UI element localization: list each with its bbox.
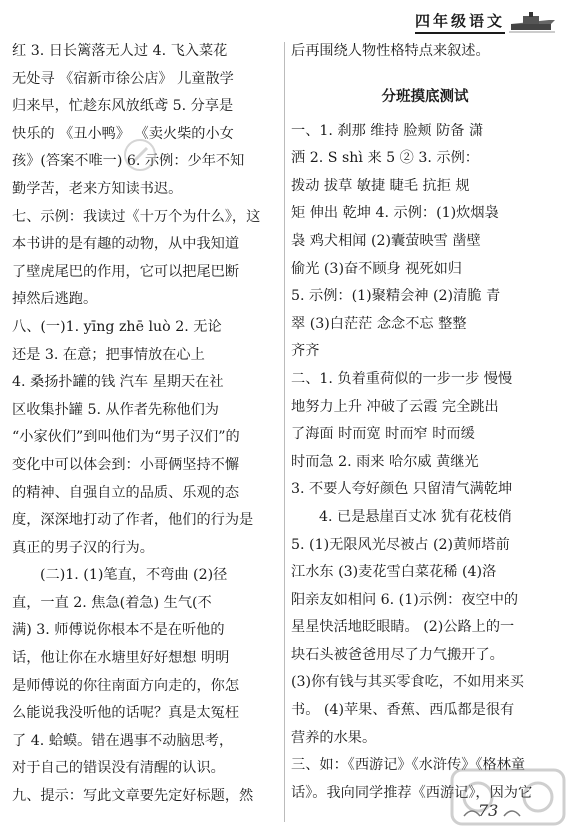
answer-line: 三、如：《西游记》《水浒传》《格林童 [291,757,526,774]
right-column [291,38,559,807]
answer-line: 后再围绕人物性格特点来叙述。 [291,43,490,59]
column-divider [284,42,285,822]
answer-line: 了壁虎尾巴的作用，它可以把尾巴断 [12,263,240,280]
answer-line: 二、1. 负着重荷似的一步一步 慢慢 [291,370,513,387]
pencil-watermark-icon [123,138,157,172]
boat-icon [509,11,555,33]
answer-line: 齐齐 [291,343,320,360]
answer-line: 偷光 (3)奋不顾身 视死如归 [291,260,462,277]
answer-line: 了海面 时而宽 时而窄 时而缓 [291,426,475,443]
answer-line: 一、1. 刹那 维持 脸颊 防备 潇 [291,122,484,139]
answer-line: 块石头被爸爸用尽了力气搬开了。 [291,646,504,663]
answer-line: 八、(一)1. yīng zhē luò 2. 无论 [12,318,222,335]
answer-line: 洒 2. S shì 来 5 ② 3. 示例： [291,150,479,167]
answer-line: 5. 示例：(1)聚精会神 (2)清脆 青 [291,288,501,305]
answer-line: 时而急 2. 雨来 哈尔威 黄继光 [291,453,479,470]
answer-line: 阳亲友如相问 6. (1)示例：夜空中的 [291,591,519,608]
answer-line: 区收集扑罐 5. 从作者先称他们为 [12,401,219,418]
answer-line: 本书讲的是有趣的动物，从中我知道 [12,236,240,253]
answer-line: 营养的水果。 [291,729,377,746]
answer-line: 翠 (3)白茫茫 念念不忘 整整 [291,315,467,332]
answer-line: 星星快活地眨眼睛。 (2)公路上的一 [291,619,515,636]
answer-line: 的精神、自强自立的品质、乐观的态 [12,484,240,501]
answer-line: 度，深深地打动了作者，他们的行为是 [12,512,254,529]
page-number: 73 [478,801,499,820]
answer-line: 4. 已是悬崖百丈冰 犹有花枝俏 [319,508,512,525]
book-title: 四年级语文 [415,10,505,34]
answer-line: 真正的男子汉的行为。 [12,539,154,556]
answer-line: 是师傅说的你往南面方向走的，你怎 [12,677,240,694]
answer-line: 勤学苦，老来方知读书迟。 [12,180,183,197]
answer-line: 满) 3. 师傅说你根本不是在听他的 [12,622,225,639]
answer-line: 5. (1)无限风光尽被占 (2)黄师塔前 [291,536,510,553]
answer-line: 江水东 (3)麦花雪白菜花稀 (4)洛 [291,564,497,581]
page-header [415,10,555,34]
answer-line: 拨动 拔草 敏捷 睫毛 抗拒 规 [291,177,470,194]
answer-line: 了 4. 蛤蟆。错在遇事不动脑思考， [12,732,234,749]
answer-line: 九、提示：写此文章要先定好标题，然 [12,788,254,805]
answer-line: 话》。我向同学推荐《西游记》，因为它 [291,784,533,801]
answer-line: 地努力上升 冲破了云霞 完全跳出 [291,398,499,415]
answer-line: 袅 鸡犬相闻 (2)囊萤映雪 凿壁 [291,232,481,249]
answer-line: 还是 3. 在意；把事情放在心上 [12,346,205,363]
answer-line: 快乐的 《丑小鸭》 《卖火柴的小女 [12,125,234,142]
answer-line: 书。 (4)苹果、香蕉、西瓜都是很有 [291,702,515,719]
answer-line: 归来早，忙趁东风放纸鸢 5. 分享是 [12,98,234,115]
answer-line: 七、示例：我读过《十万个为什么》，这 [12,208,261,225]
answer-line: 4. 桑扬扑罐的钱 汽车 星期天在社 [12,374,224,391]
section-title: 分班摸底测试 [381,88,469,105]
answer-line: “小家伙们”到叫他们为“男子汉们”的 [12,429,240,446]
answer-line: 红 3. 日长篱落无人过 4. 飞入菜花 [12,43,228,59]
answer-line: 变化中可以体会到：小哥俩坚持不懈 [12,456,240,473]
answer-line: 矩 伸出 乾坤 4. 示例：(1)炊烟袅 [291,205,499,222]
answer-line: (3)你有钱与其买零食吃，不如用来买 [291,674,524,691]
answer-line: 孩》(答案不唯一) 6. 示例：少年不知 [12,153,245,170]
answer-line: 直，一直 2. 焦急(着急) 生气(不 [12,594,212,611]
answer-line: 话，他让你在水塘里好好想想 明明 [12,650,230,667]
answer-line: 掉然后逃跑。 [12,291,98,308]
answer-line: 3. 不要人夸好颜色 只留清气满乾坤 [291,481,513,498]
answer-line: (二)1. (1)笔直，不弯曲 (2)径 [40,567,228,584]
answer-line: 对于自己的错误没有清醒的认识。 [12,760,225,777]
answer-line: 么能说我没听他的话呢？真是太冤枉 [12,705,240,722]
answer-line: 无处寻 《宿新市徐公店》 儿童散学 [12,70,234,87]
